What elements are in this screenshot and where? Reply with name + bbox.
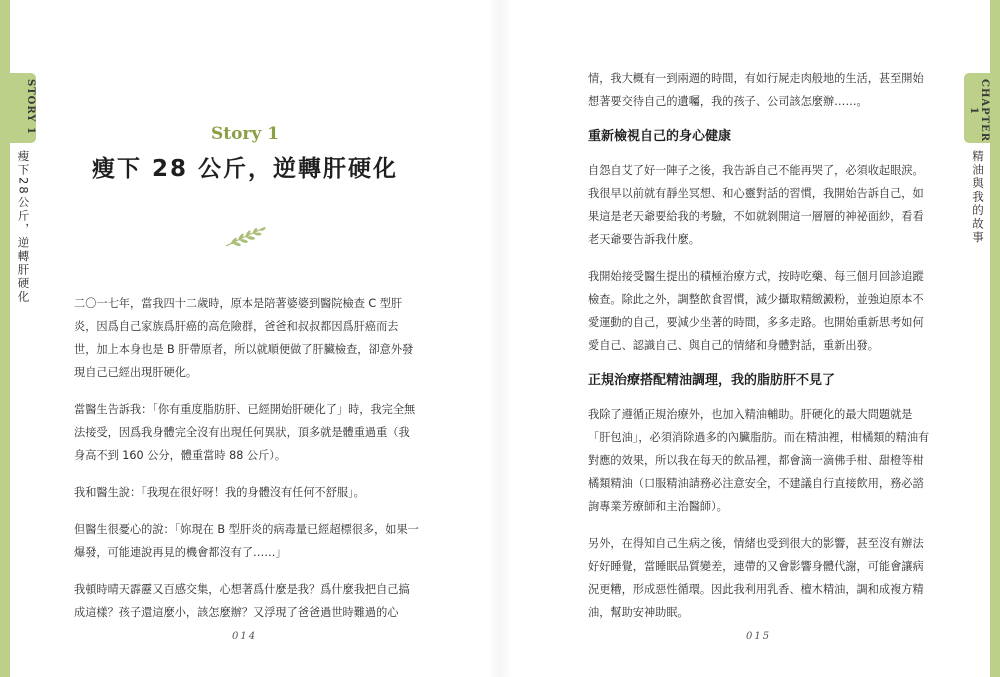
page-number-right: 015 [746,631,772,642]
page-title: 瘦下 28 公斤，逆轉肝硬化 [91,156,399,182]
paragraph: 我頓時晴天霹靂又百感交集，心想著爲什麼是我？爲什麼我把自己搞成這樣？孩子還這麼小，該怎麼辦？又浮現了爸爸過世時難過的心 [74,583,410,619]
section-heading: 正規治療搭配精油調理，我的脂肪肝不見了 [588,373,836,388]
center-gutter [488,0,512,677]
paragraph: 我開始接受醫生提出的積極治療方式，按時吃藥、每三個月回診追蹤檢查。除此之外，調整飲食習慣，減少攝取精緻澱粉，並強迫原本不愛運動的自己，要減少坐著的時間，多多走路。也開始重新思考如何愛自己、認識自己、與自己的情緒和身體對話，重新出發。 [588,270,924,352]
story-tab [10,73,36,143]
paragraph: 二〇一七年，當我四十二歲時，原本是陪著婆婆到醫院檢查 C 型肝炎，因爲自己家族爲肝癌的高危險群，爸爸和叔叔都因爲肝癌而去世，加上本身也是 B 肝帶原者，所以就順便做了肝臟檢查，卻意外發現自己已經出現肝硬化。 [74,297,414,379]
section-heading: 重新檢視自己的身心健康 [588,129,732,144]
leaf-sprig-icon [224,226,266,248]
paragraph: 當醫生告訴我：「你有重度脂肪肝、已經開始肝硬化了」時，我完全無法接受，因爲我身體完全沒有出現任何異狀，頂多就是體重過重（我身高不到 160 公分，體重當時 88 公斤）。 [74,403,416,462]
story-label: Story 1 [210,124,280,144]
paragraph: 另外，在得知自己生病之後，情緒也受到很大的影響，甚至沒有辦法好好睡覺，當睡眠品質變差，連帶的又會影響身體代謝，可能會讓病況更糟，形成惡性循環。因此我利用乳香、檀木精油，調和成複方精油，幫助安神助眠。 [588,537,924,619]
paragraph: 我和醫生說：「我現在很好呀！我的身體沒有任何不舒服」。 [74,486,365,499]
right-edge-strip [990,0,1000,677]
chapter-tab-label: CHAPTER 1 [968,79,990,143]
left-side-title: 瘦下28公斤，逆轉肝硬化 [16,150,31,304]
left-edge-strip [0,0,10,677]
paragraph: 自怨自艾了好一陣子之後，我告訴自己不能再哭了，必須收起眼淚。我很早以前就有靜坐冥想、和心靈對話的習慣，我開始告訴自己，如果這是老天爺要給我的考驗，不如就剝開這一層層的神祕面紗，看看老天爺要告訴我什麼。 [588,164,924,246]
right-body-text [588,67,934,638]
right-side-title: 精油與我的故事 [971,150,985,245]
left-body-text [74,292,420,638]
page-number-left: 014 [232,631,258,642]
paragraph: 情，我大概有一到兩週的時間，有如行屍走肉般地的生活，甚至開始想著要交待自己的遺囑，我的孩子、公司該怎麼辦……。 [588,72,924,108]
paragraph: 但醫生很憂心的說：「妳現在 B 型肝炎的病毒量已經超標很多，如果一爆發，可能連說再見的機會都沒有了……」 [74,523,419,559]
story-tab-label: STORY 1 [25,79,36,135]
chapter-tab [964,73,990,143]
paragraph: 我除了遵循正規治療外，也加入精油輔助。肝硬化的最大問題就是「肝包油」，必須消除過多的內臟脂肪。而在精油裡，柑橘類的精油有對應的效果，所以我在每天的飲品裡，都會滴一滴佛手柑、甜橙等柑橘類精油（口服精油請務必注意安全，不建議自行直接飲用，務必諮詢專業芳療師和主治醫師）。 [588,408,930,513]
